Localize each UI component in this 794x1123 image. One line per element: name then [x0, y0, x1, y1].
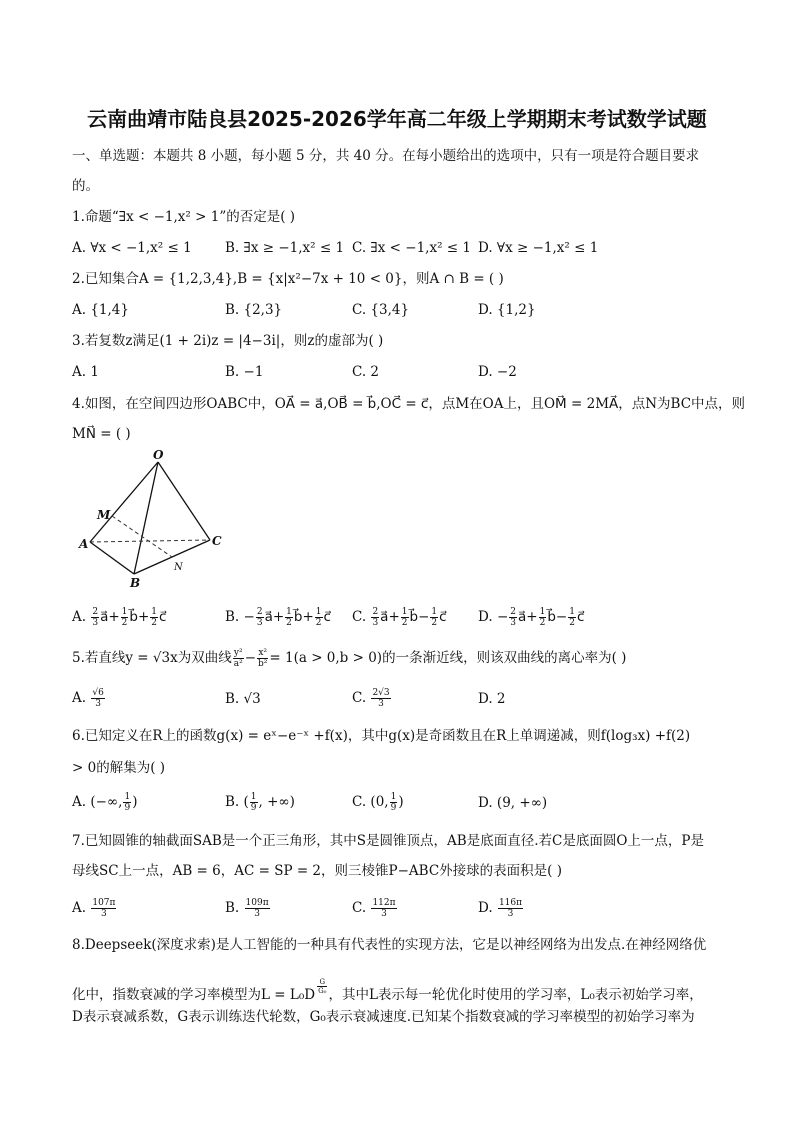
section-header: 一、单选题：本题共 8 小题，每小题 5 分，共 40 分。在每小题给出的选项中，只有一项是符合题目要求 [72, 148, 700, 164]
section-header-cont: 的。 [72, 178, 99, 194]
question-7-option-a[interactable]: A. $\frac{107\pi}{3}$ [72, 898, 116, 919]
question-4-option-c[interactable]: C. $\frac{2}{3}$ a⃗+ $\frac{1}{2}$ b⃗− $\frac{1}{2}$ c⃗ [352, 607, 447, 628]
question-1-option-a[interactable]: A. ∀x < −1,x² ≤ 1 [72, 240, 192, 256]
question-1-option-c[interactable]: C. ∃x < −1,x² ≤ 1 [352, 240, 471, 256]
question-5-text-b: = 1(a > 0,b > 0)的一条渐近线，则该双曲线的离心率为( ) [269, 650, 627, 666]
label-b: B [130, 576, 141, 590]
question-2-option-a[interactable]: A. {1,4} [72, 302, 129, 318]
question-7-option-b[interactable]: B. $\frac{109\pi}{3}$ [225, 898, 269, 919]
label-o: O [153, 450, 164, 462]
question-3-option-a[interactable]: A. 1 [72, 364, 99, 380]
question-2-option-b[interactable]: B. {2,3} [225, 302, 283, 318]
question-5-option-c[interactable]: C. $\frac{2√3}{3}$ [352, 688, 390, 709]
segment-mn [112, 516, 172, 557]
question-8-stem-cont: 化中，指数衰减的学习率模型为L = L₀D $^{\frac{G}{\text{G₀}}}$ ，其中L表示每一轮优化时使用的学习率，L₀表示初始学习率， [72, 977, 703, 1003]
question-8-formula: 化中，指数衰减的学习率模型为L = L₀D [72, 987, 316, 1003]
label-c: C [212, 534, 222, 548]
label-n: N [174, 562, 183, 573]
question-6-stem-cont: > 0的解集为( ) [72, 760, 166, 776]
question-3-stem: 3.若复数z满足(1 + 2i)z = |4−3i|，则z的虚部为( ) [72, 333, 384, 349]
edge-ab [90, 542, 134, 574]
question-4-stem-cont: MN⃗ = ( ) [72, 426, 131, 442]
question-8-stem-cont2: D表示衰减系数，G表示训练迭代轮数，G₀表示衰减速度.已知某个指数衰减的学习率模型的初始学习率为 [72, 1009, 695, 1025]
question-3-option-c[interactable]: C. 2 [352, 364, 380, 380]
question-8-stem: 8.Deepseek(深度求索)是人工智能的一种具有代表性的实现方法，它是以神经网络为出发点.在神经网络优 [72, 937, 707, 953]
minus-sign: − [244, 650, 257, 666]
tetrahedron-figure [72, 450, 232, 590]
edge-oa [90, 462, 158, 542]
question-4-stem: 4.如图，在空间四边形OABC中，OA⃗ = a⃗,OB⃗ = b⃗,OC⃗ = c⃗，点M在OA上，且OM⃗ = 2MA⃗，点N为BC中点，则 [72, 396, 746, 412]
question-4-option-d[interactable]: D. − $\frac{2}{3}$ a⃗+ $\frac{1}{2}$ b⃗− $\frac{1}{2}$ c⃗ [478, 607, 585, 628]
question-5-option-a[interactable]: A. $\frac{√6}{3}$ [72, 688, 104, 709]
question-3-option-d[interactable]: D. −2 [478, 364, 517, 380]
page-title: 云南曲靖市陆良县2025-2026学年高二年级上学期期末考试数学试题 [87, 107, 707, 131]
question-3-option-b[interactable]: B. −1 [225, 364, 264, 380]
question-4-option-a[interactable]: A. $\frac{2}{3}$ a⃗+ $\frac{1}{2}$ b⃗+ $\frac{1}{2}$ c⃗ [72, 607, 167, 628]
question-6-option-b[interactable]: B. ( $\frac{1}{9}$ , +∞) [225, 792, 295, 813]
question-7-option-d[interactable]: D. $\frac{116\pi}{3}$ [478, 898, 523, 919]
question-6-stem: 6.已知定义在R上的函数g(x) = eˣ−e⁻ˣ +f(x)，其中g(x)是奇函数且在R上单调递减，则f(log₃x) +f(2) [72, 728, 691, 744]
question-2-stem: 2.已知集合A = {1,2,3,4},B = {x|x²−7x + 10 < 0}，则A ∩ B = ( ) [72, 271, 504, 287]
question-5-text-a: 5.若直线y = √3x为双曲线 [72, 650, 232, 666]
question-6-option-c[interactable]: C. (0, $\frac{1}{9}$ ) [352, 792, 404, 813]
question-5-stem [72, 648, 626, 669]
fraction-x2-b2: $\frac{\text{x²}}{\text{b²}}$ [258, 648, 268, 669]
question-5-option-d[interactable]: D. 2 [478, 691, 506, 707]
question-2-option-d[interactable]: D. {1,2} [478, 302, 536, 318]
question-6-option-d[interactable]: D. (9, +∞) [478, 795, 548, 811]
question-1-option-b[interactable]: B. ∃x ≥ −1,x² ≤ 1 [225, 240, 345, 256]
question-4-option-b[interactable]: B. − $\frac{2}{3}$ a⃗+ $\frac{1}{2}$ b⃗+ $\frac{1}{2}$ c⃗ [225, 607, 331, 628]
question-6-option-a[interactable]: A. (−∞, $\frac{1}{9}$ ) [72, 792, 138, 813]
edge-ob [134, 462, 158, 574]
question-2-option-c[interactable]: C. {3,4} [352, 302, 410, 318]
question-8-text: ，其中L表示每一轮优化时使用的学习率，L₀表示初始学习率， [328, 987, 703, 1003]
label-a: A [79, 537, 89, 551]
label-m: M [97, 508, 111, 522]
question-1-option-d[interactable]: D. ∀x ≥ −1,x² ≤ 1 [478, 240, 599, 256]
question-7-stem: 7.已知圆锥的轴截面SAB是一个正三角形，其中S是圆锥顶点，AB是底面直径.若C是底面圆O上一点，P是 [72, 833, 704, 849]
question-7-option-c[interactable]: C. $\frac{112\pi}{3}$ [352, 898, 396, 919]
edge-oc [158, 462, 210, 540]
question-5-option-b[interactable]: B. √3 [225, 691, 261, 707]
fraction-y2-a2: $\frac{\text{y²}}{\text{a²}}$ [233, 648, 243, 669]
question-7-stem-cont: 母线SC上一点，AB = 6，AC = SP = 2，则三棱锥P−ABC外接球的表面积是( ) [72, 863, 562, 879]
question-1-stem: 1.命题“∃x < −1,x² > 1”的否定是( ) [72, 209, 296, 225]
